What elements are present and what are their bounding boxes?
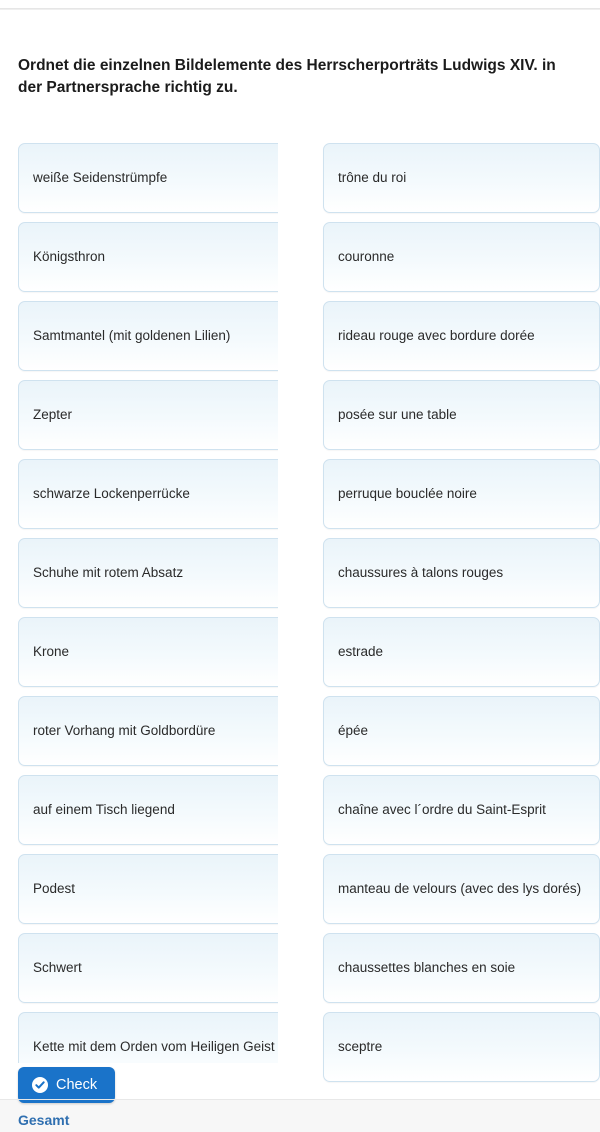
tile-label: Schwert [33, 960, 82, 976]
check-circle-icon [32, 1077, 48, 1093]
tile-label: posée sur une table [338, 407, 457, 423]
left-column-clip [18, 143, 278, 1063]
list-item[interactable] [323, 617, 600, 687]
tile-label: épée [338, 723, 369, 739]
list-item[interactable] [323, 933, 600, 1003]
list-item[interactable] [18, 854, 278, 924]
check-button[interactable] [18, 1067, 115, 1103]
tile-label: Zepter [33, 407, 73, 423]
list-item[interactable] [323, 143, 600, 213]
exercise-card [0, 9, 600, 1099]
tile-label: Königsthron [33, 249, 106, 265]
list-item[interactable] [323, 380, 600, 450]
list-item[interactable] [323, 854, 600, 924]
tile-label: Krone [33, 644, 70, 660]
list-item[interactable] [18, 459, 278, 529]
tile-label: chaîne avec l´ordre du Saint-Esprit [338, 802, 546, 818]
bottom-divider [0, 1099, 600, 1100]
list-item[interactable] [323, 222, 600, 292]
tile-label: estrade [338, 644, 384, 660]
list-item[interactable] [18, 617, 278, 687]
tile-label: sceptre [338, 1039, 383, 1055]
list-item[interactable] [18, 1012, 278, 1063]
list-item[interactable] [18, 222, 278, 292]
tile-label: chaussures à talons rouges [338, 565, 504, 581]
list-item[interactable] [18, 380, 278, 450]
tile-label: auf einem Tisch liegend [33, 802, 175, 818]
tile-label: weiße Seidenstrümpfe [33, 170, 168, 186]
tile-label: Samtmantel (mit goldenen Lilien) [33, 328, 231, 344]
tile-label: Podest [33, 881, 76, 897]
list-item[interactable] [323, 696, 600, 766]
tile-label: manteau de velours (avec des lys dorés) [338, 881, 582, 897]
list-item[interactable] [18, 933, 278, 1003]
footer-hint: Gesamt [18, 1112, 70, 1128]
list-item[interactable] [323, 1012, 600, 1082]
page-title: Ordnet die einzelnen Bildelemente des Herrscherporträts Ludwigs XIV. in der Partnersprache richtig zu. [18, 57, 556, 97]
tile-label: trône du roi [338, 170, 407, 186]
tile-label: couronne [338, 249, 395, 265]
tile-label: Schuhe mit rotem Absatz [33, 565, 184, 581]
list-item[interactable] [18, 143, 278, 213]
list-item[interactable] [18, 301, 278, 371]
tile-label: perruque bouclée noire [338, 486, 477, 502]
list-item[interactable] [18, 696, 278, 766]
tile-label: Kette mit dem Orden vom Heiligen Geist [33, 1039, 275, 1055]
tile-label: schwarze Lockenperrücke [33, 486, 190, 502]
check-button-label: Check [56, 1077, 98, 1093]
tile-label: rideau rouge avec bordure dorée [338, 328, 535, 344]
right-column [323, 143, 600, 1091]
list-item[interactable] [18, 775, 278, 845]
tile-label: roter Vorhang mit Goldbordüre [33, 723, 216, 739]
list-item[interactable] [323, 459, 600, 529]
list-item[interactable] [323, 775, 600, 845]
list-item[interactable] [323, 301, 600, 371]
top-strip [0, 0, 600, 9]
list-item[interactable] [323, 538, 600, 608]
list-item[interactable] [18, 538, 278, 608]
tile-label: chaussettes blanches en soie [338, 960, 516, 976]
